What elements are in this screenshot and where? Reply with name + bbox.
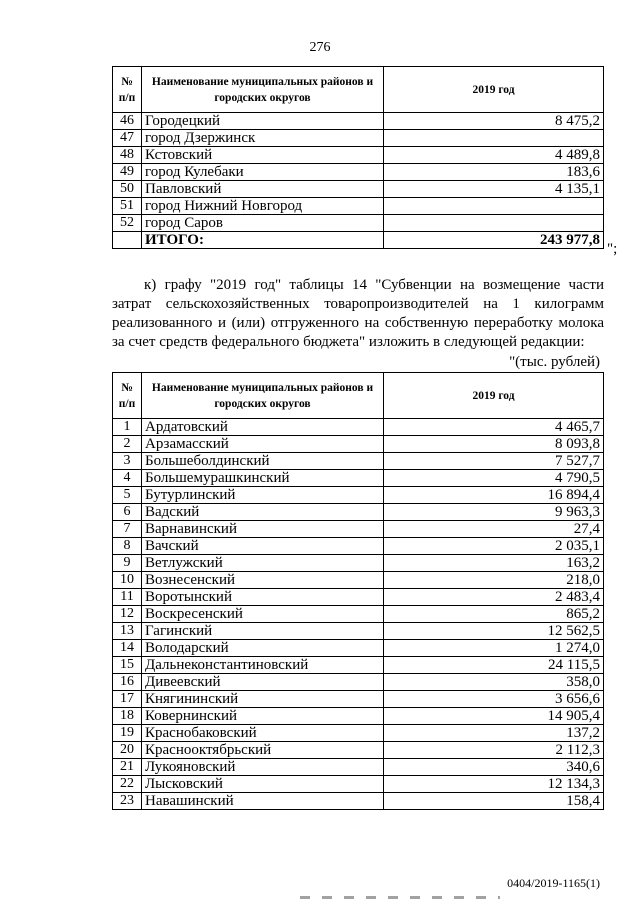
table-row [113, 181, 604, 198]
row-name: Гагинский [142, 623, 384, 640]
row-name: Большеболдинский [142, 453, 384, 470]
row-value: 218,0 [384, 572, 604, 589]
table-row [113, 640, 604, 657]
table-row [113, 776, 604, 793]
row-value: 137,2 [384, 725, 604, 742]
row-value: 3 656,6 [384, 691, 604, 708]
table-subsidies-part1 [112, 66, 604, 249]
row-value: 27,4 [384, 521, 604, 538]
row-name: Вадский [142, 504, 384, 521]
total-label: ИТОГО: [142, 232, 384, 249]
row-value: 163,2 [384, 555, 604, 572]
table1-body [113, 113, 604, 249]
row-number: 22 [113, 776, 142, 793]
row-number: 10 [113, 572, 142, 589]
row-name: город Саров [142, 215, 384, 232]
row-value: 8 475,2 [384, 113, 604, 130]
row-value: 4 489,8 [384, 147, 604, 164]
table-row [113, 470, 604, 487]
row-number: 23 [113, 793, 142, 810]
row-number: 11 [113, 589, 142, 606]
row-name: Павловский [142, 181, 384, 198]
header-num: № п/п [113, 373, 142, 419]
row-name: Навашинский [142, 793, 384, 810]
row-value: 2 035,1 [384, 538, 604, 555]
row-number: 21 [113, 759, 142, 776]
row-number: 12 [113, 606, 142, 623]
row-name: город Нижний Новгород [142, 198, 384, 215]
table-row [113, 572, 604, 589]
row-name: Арзамасский [142, 436, 384, 453]
row-number: 9 [113, 555, 142, 572]
row-value: 2 483,4 [384, 589, 604, 606]
row-name: Лысковский [142, 776, 384, 793]
table-row [113, 708, 604, 725]
header-name: Наименование муниципальных районов и городских округов [142, 373, 384, 419]
row-name: Варнавинский [142, 521, 384, 538]
header-year: 2019 год [384, 373, 604, 419]
row-name: Городецкий [142, 113, 384, 130]
table-row [113, 657, 604, 674]
table-row [113, 147, 604, 164]
total-empty-cell [113, 232, 142, 249]
row-name: Ардатовский [142, 419, 384, 436]
row-value [384, 130, 604, 147]
row-name: Княгининский [142, 691, 384, 708]
table-row [113, 742, 604, 759]
row-number: 16 [113, 674, 142, 691]
table-row [113, 759, 604, 776]
row-value: 4 790,5 [384, 470, 604, 487]
row-number: 5 [113, 487, 142, 504]
row-name: Ветлужский [142, 555, 384, 572]
row-name: Вачский [142, 538, 384, 555]
row-number: 6 [113, 504, 142, 521]
row-value: 9 963,3 [384, 504, 604, 521]
total-row [113, 232, 604, 249]
table-row [113, 793, 604, 810]
row-value: 24 115,5 [384, 657, 604, 674]
row-value: 7 527,7 [384, 453, 604, 470]
row-name: Краснобаковский [142, 725, 384, 742]
row-name: город Дзержинск [142, 130, 384, 147]
row-number: 52 [113, 215, 142, 232]
scan-artifact [300, 896, 500, 899]
table-row [113, 674, 604, 691]
row-value: 1 274,0 [384, 640, 604, 657]
row-number: 50 [113, 181, 142, 198]
row-name: Воскресенский [142, 606, 384, 623]
table-row [113, 521, 604, 538]
document-code: 0404/2019-1165(1) [507, 876, 600, 890]
header-num: № п/п [113, 67, 142, 113]
row-name: Дальнеконстантиновский [142, 657, 384, 674]
row-value: 358,0 [384, 674, 604, 691]
table-row [113, 215, 604, 232]
table-header-row [113, 67, 604, 113]
row-number: 18 [113, 708, 142, 725]
row-number: 20 [113, 742, 142, 759]
total-value: 243 977,8 [384, 232, 604, 249]
table-row [113, 487, 604, 504]
table-row [113, 555, 604, 572]
row-name: Воротынский [142, 589, 384, 606]
row-number: 7 [113, 521, 142, 538]
table-row [113, 419, 604, 436]
table-row [113, 113, 604, 130]
table2-body [113, 419, 604, 810]
row-value [384, 198, 604, 215]
table-row [113, 606, 604, 623]
row-value [384, 215, 604, 232]
table-row [113, 436, 604, 453]
row-number: 13 [113, 623, 142, 640]
row-name: город Кулебаки [142, 164, 384, 181]
table-row [113, 453, 604, 470]
row-number: 3 [113, 453, 142, 470]
row-number: 47 [113, 130, 142, 147]
table-row [113, 130, 604, 147]
closing-quote: "; [607, 241, 618, 257]
row-value: 12 134,3 [384, 776, 604, 793]
table-row [113, 623, 604, 640]
row-number: 8 [113, 538, 142, 555]
header-name: Наименование муниципальных районов и городских округов [142, 67, 384, 113]
row-name: Володарский [142, 640, 384, 657]
row-number: 48 [113, 147, 142, 164]
row-name: Вознесенский [142, 572, 384, 589]
table-row [113, 691, 604, 708]
row-number: 46 [113, 113, 142, 130]
row-value: 158,4 [384, 793, 604, 810]
row-number: 14 [113, 640, 142, 657]
row-value: 183,6 [384, 164, 604, 181]
table-row [113, 725, 604, 742]
table-row [113, 504, 604, 521]
row-number: 51 [113, 198, 142, 215]
table-header-row [113, 373, 604, 419]
header-year: 2019 год [384, 67, 604, 113]
row-value: 4 135,1 [384, 181, 604, 198]
row-value: 14 905,4 [384, 708, 604, 725]
row-number: 49 [113, 164, 142, 181]
row-value: 8 093,8 [384, 436, 604, 453]
units-label: "(тыс. рублей) [509, 354, 600, 370]
row-number: 17 [113, 691, 142, 708]
row-number: 2 [113, 436, 142, 453]
row-number: 19 [113, 725, 142, 742]
amendment-paragraph [112, 276, 604, 352]
table-row [113, 164, 604, 181]
row-value: 340,6 [384, 759, 604, 776]
table-subsidies-milk [112, 372, 604, 810]
row-value: 2 112,3 [384, 742, 604, 759]
row-value: 4 465,7 [384, 419, 604, 436]
row-name: Краснооктябрьский [142, 742, 384, 759]
row-number: 15 [113, 657, 142, 674]
row-name: Кстовский [142, 147, 384, 164]
row-name: Ковернинский [142, 708, 384, 725]
table-row [113, 538, 604, 555]
table-row [113, 589, 604, 606]
row-value: 865,2 [384, 606, 604, 623]
page-number: 276 [309, 40, 331, 55]
row-value: 12 562,5 [384, 623, 604, 640]
row-name: Дивеевский [142, 674, 384, 691]
row-name: Бутурлинский [142, 487, 384, 504]
row-number: 4 [113, 470, 142, 487]
table-row [113, 198, 604, 215]
row-value: 16 894,4 [384, 487, 604, 504]
row-name: Лукояновский [142, 759, 384, 776]
row-number: 1 [113, 419, 142, 436]
paragraph-text: к) графу "2019 год" таблицы 14 "Субвенции на возмещение части затрат сельскохозяйственных товаропроизводителей на 1 килограмм реализованного и (или) отгруженного на собственную переработку молока за счет средств федерального бюджета" изложить в следующей редакции: [112, 277, 604, 350]
row-name: Большемурашкинский [142, 470, 384, 487]
